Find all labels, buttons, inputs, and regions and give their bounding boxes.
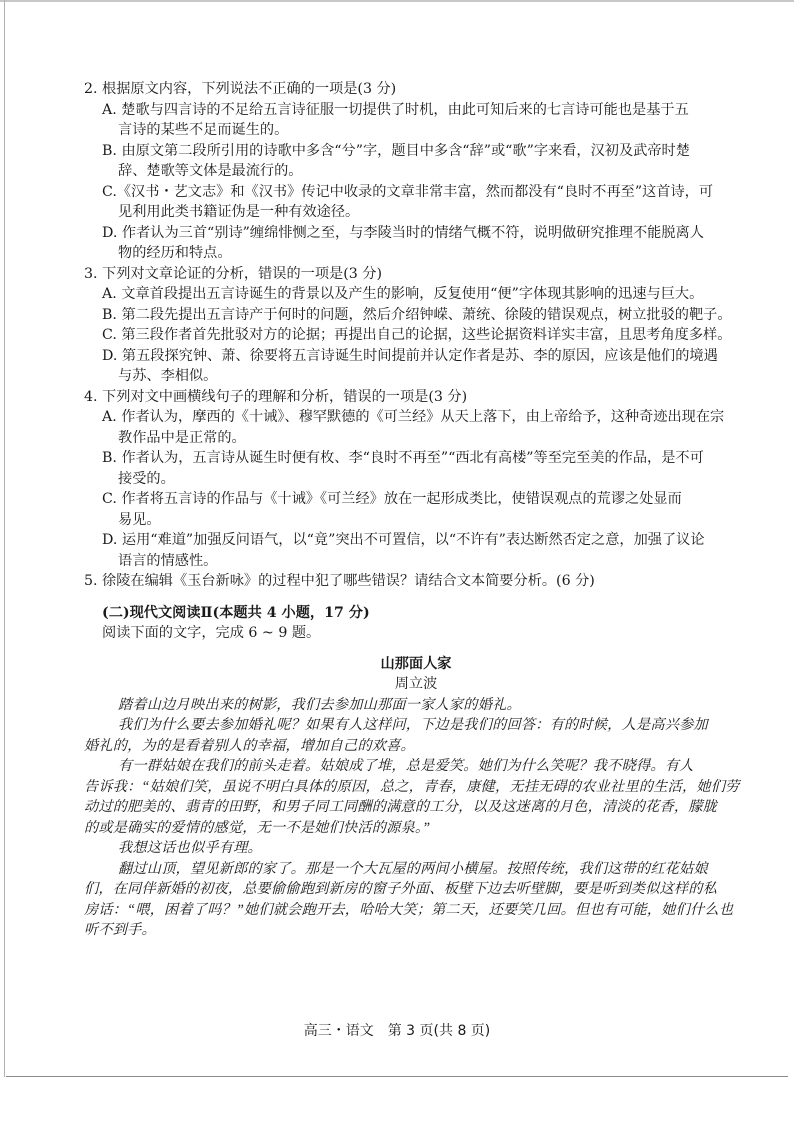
question-option: D. 运用“难道”加强反问语气，以“竟”突出不可置信，以“不许有”表达断然否定之意，加强了议论 [102, 532, 705, 548]
scan-edge-left [4, 0, 5, 1077]
question-stem: 2. 根据原文内容，下列说法不正确的一项是(3 分) [84, 81, 397, 97]
passage-line: 我们为什么要去参加婚礼呢？如果有人这样问，下边是我们的回答：有的时候，人是高兴参加 [118, 717, 708, 733]
question-option: 辞、楚歌等文体是最流行的。 [118, 163, 303, 179]
section-instruction: 阅读下面的文字，完成 6 ~ 9 题。 [102, 625, 321, 641]
question-stem: 4. 下列对文中画横线句子的理解和分析，错误的一项是(3 分) [84, 388, 468, 405]
passage-line: 动过的肥美的、翡青的田野，和男子同工同酬的满意的工分，以及这迷离的月色，清淡的花香，朦胧 [84, 799, 718, 815]
passage-line: 我想这话也似乎有理。 [118, 840, 262, 856]
question-list [84, 79, 748, 592]
page-footer: 高三・语文 第 3 页(共 8 页) [303, 1023, 491, 1039]
passage-line: 翻过山顶，望见新郎的家了。那是一个大瓦屋的两间小横屋。按照传统，我们这带的红花姑娘 [118, 860, 708, 877]
question-option: 教作品中是正常的。 [118, 429, 246, 446]
question-option: 易见。 [118, 511, 161, 528]
question-stem: 5. 徐陵在编辑《玉台新咏》的过程中犯了哪些错误？请结合文本简要分析。(6 分) [84, 573, 595, 589]
passage-line: 踏着山边月映出来的树影，我们去参加山那面一家人家的婚礼。 [118, 696, 521, 713]
question-option: B. 第二段先提出五言诗产于何时的问题，然后介绍钟嵘、萧统、徐陵的错误观点，树立批驳的靶子。 [102, 306, 732, 323]
passage-author: 周立波 [394, 676, 438, 692]
question-option: D. 作者认为三首“别诗”缠绵悱恻之至，与李陵当时的情绪气概不符，说明做研究推理不能脱离人 [102, 224, 704, 241]
passage-line: 的或是确实的爱情的感觉，无一不是她们快活的源泉。” [84, 819, 431, 836]
page-content [84, 79, 748, 941]
question-option: 言诗的某些不足而诞生的。 [118, 122, 289, 138]
passage-line: 有一群姑娘在我们的前头走着。姑娘成了堆，总是爱笑。她们为什么笑呢？我不晓得。有人 [118, 758, 694, 774]
passage-line: 告诉我：“姑娘们笑，虽说不明白具体的原因，总之，青春，康健，无挂无碍的农业社里的生活，她们劳 [84, 778, 740, 795]
question-option: C. 作者将五言诗的作品与《十诫》《可兰经》放在一起形成类比，使错误观点的荒谬之处显而 [102, 491, 682, 507]
passage-line: 们，在同伴新婚的初夜，总要偷偷跑到新房的窗子外面、板壁下边去听壁脚，要是听到类似这样的私 [84, 881, 718, 897]
question-stem: 3. 下列对文章论证的分析，错误的一项是(3 分) [84, 265, 383, 282]
question-option: 物的经历和特点。 [118, 245, 232, 261]
passage-line: 听不到手。 [84, 922, 156, 938]
question-option: B. 由原文第二段所引用的诗歌中多含“兮”字，题目中多含“辞”或“歌”字来看，汉初及武帝时楚 [102, 142, 690, 159]
question-option: C. 第三段作者首先批驳对方的论据；再提出自己的论据，这些论据资料详实丰富，且思考角度多样。 [102, 327, 732, 343]
question-option: 与苏、李相似。 [118, 368, 218, 384]
question-option: 语言的情感性。 [118, 552, 218, 569]
question-option: A. 文章首段提出五言诗诞生的背景以及产生的影响，反复使用“便”字体现其影响的迅速与巨大。 [102, 286, 704, 302]
passage-title: 山那面人家 [380, 655, 452, 672]
question-option: 见利用此类书籍证伪是一种有效途径。 [118, 204, 360, 220]
question-option: D. 第五段探究钟、萧、徐要将五言诗诞生时间提前并认定作者是苏、李的原因，应该是他们的境遇 [102, 347, 718, 364]
passage-line: 婚礼的，为的是看着别人的幸福，增加自己的欢喜。 [84, 737, 415, 754]
scan-edge-top [0, 0, 794, 2]
question-option: B. 作者认为，五言诗从诞生时便有枚、李“良时不再至”“西北有高楼”等至完至美的作品，是不可 [102, 450, 704, 466]
passage-line: 房话：“喂，困着了吗？”她们就会跑开去，哈哈大笑；第二天，还要笑几回。但也有可能，她们什么也 [84, 901, 734, 918]
question-option: A. 作者认为，摩西的《十诫》、穆罕默德的《可兰经》从天上落下，由上帝给予，这种奇迹出现在宗 [102, 409, 725, 425]
passage-body [84, 695, 748, 941]
question-option: 接受的。 [118, 470, 175, 487]
question-option: C.《汉书・艺文志》和《汉书》传记中收录的文章非常丰富，然而都没有“良时不再至”这首诗，可 [102, 183, 714, 200]
question-option: A. 楚歌与四言诗的不足给五言诗征服一切提供了时机，由此可知后来的七言诗可能也是基于五 [102, 101, 689, 118]
section-heading: (二)现代文阅读Ⅱ(本题共 4 小题，17 分) [102, 604, 370, 621]
scan-edge-bottom [6, 1076, 788, 1077]
